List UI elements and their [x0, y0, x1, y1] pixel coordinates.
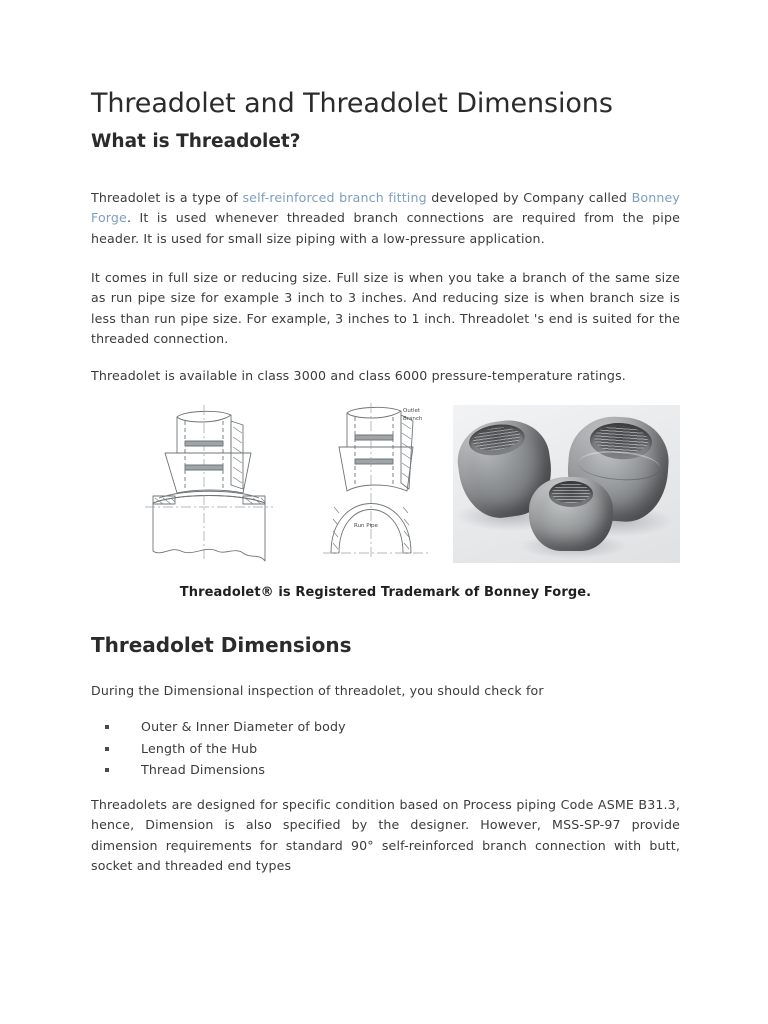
figure-label-outlet: Outlet — [403, 408, 421, 414]
threadolet-cross-section-drawing-1 — [139, 403, 279, 563]
paragraph-design-standards: Threadolets are designed for specific condition based on Process piping Code ASME B31.3, hence, Dimension is also specified by the designer. However, MSS-SP-97 provide dimension requirements for standard 90° self-reinforced branch connection with butt, socket and threaded end types — [91, 797, 680, 874]
section-heading-what-is-threadolet: What is Threadolet? — [91, 131, 301, 153]
dimension-checklist — [105, 716, 665, 781]
link-self-reinforced-branch-fitting[interactable]: self-reinforced branch fitting — [242, 190, 427, 205]
paragraph-full-size-reducing-size: It comes in full size or reducing size. Full size is when you take a branch of the same size as run pipe size for example 3 inch to 3 inches. And reducing size is when branch size is less than run pipe size. For example, 3 inches to 1 inch. Threadolet 's end is suited for the threaded connection. — [91, 270, 680, 347]
threadolet-threads-front — [552, 483, 590, 503]
figure-threadolet-photo — [453, 405, 680, 563]
list-item-label: Thread Dimensions — [141, 762, 266, 778]
list-item-label: Length of the Hub — [141, 740, 258, 756]
figure-threadolet-drawing-run-pipe — [321, 403, 433, 561]
dimensions-heading-wrapper — [91, 633, 680, 658]
list-item — [105, 716, 665, 738]
paragraph-text-part-3: . It is used whenever threaded branch connections are required from the pipe header. It is used for small size piping with a low-pressure application. — [91, 210, 680, 246]
paragraph-pressure-temperature-ratings: Threadolet is available in class 3000 and class 6000 pressure-temperature ratings. — [91, 368, 626, 383]
paragraph-dimensional-inspection-intro: During the Dimensional inspection of threadolet, you should check for — [91, 683, 544, 698]
figures-row — [121, 403, 681, 568]
link-bonney-forge[interactable]: Bonney Forge — [91, 190, 680, 226]
document-content — [91, 88, 680, 874]
list-item — [105, 738, 665, 760]
figure-label-run-pipe: Run Pipe — [354, 523, 378, 529]
paragraph-text-part-1: Threadolet is a type of — [91, 190, 243, 205]
paragraph-text-part-2: developed by Company called — [426, 190, 632, 205]
figure-label-branch: Branch — [403, 416, 423, 422]
bullet-square-icon — [105, 725, 109, 729]
threadolet-fitting-front — [529, 477, 613, 551]
page-title: Threadolet and Threadolet Dimensions — [91, 88, 613, 119]
list-item — [105, 759, 665, 781]
threadolet-cross-section-drawing-2 — [321, 403, 433, 561]
figure-threadolet-drawing-straight-pipe — [139, 403, 279, 563]
figure-caption-trademark: Threadolet® is Registered Trademark of Bonney Forge. — [179, 585, 592, 600]
threadolet-photograph — [453, 405, 680, 563]
section-heading-threadolet-dimensions: Threadolet Dimensions — [91, 633, 352, 657]
paragraph-what-is-threadolet — [91, 188, 680, 249]
threadolet-flange-ring-right — [577, 448, 661, 483]
bullet-square-icon — [105, 768, 109, 772]
list-item-label: Outer & Inner Diameter of body — [141, 719, 346, 734]
bullet-square-icon — [105, 747, 109, 751]
